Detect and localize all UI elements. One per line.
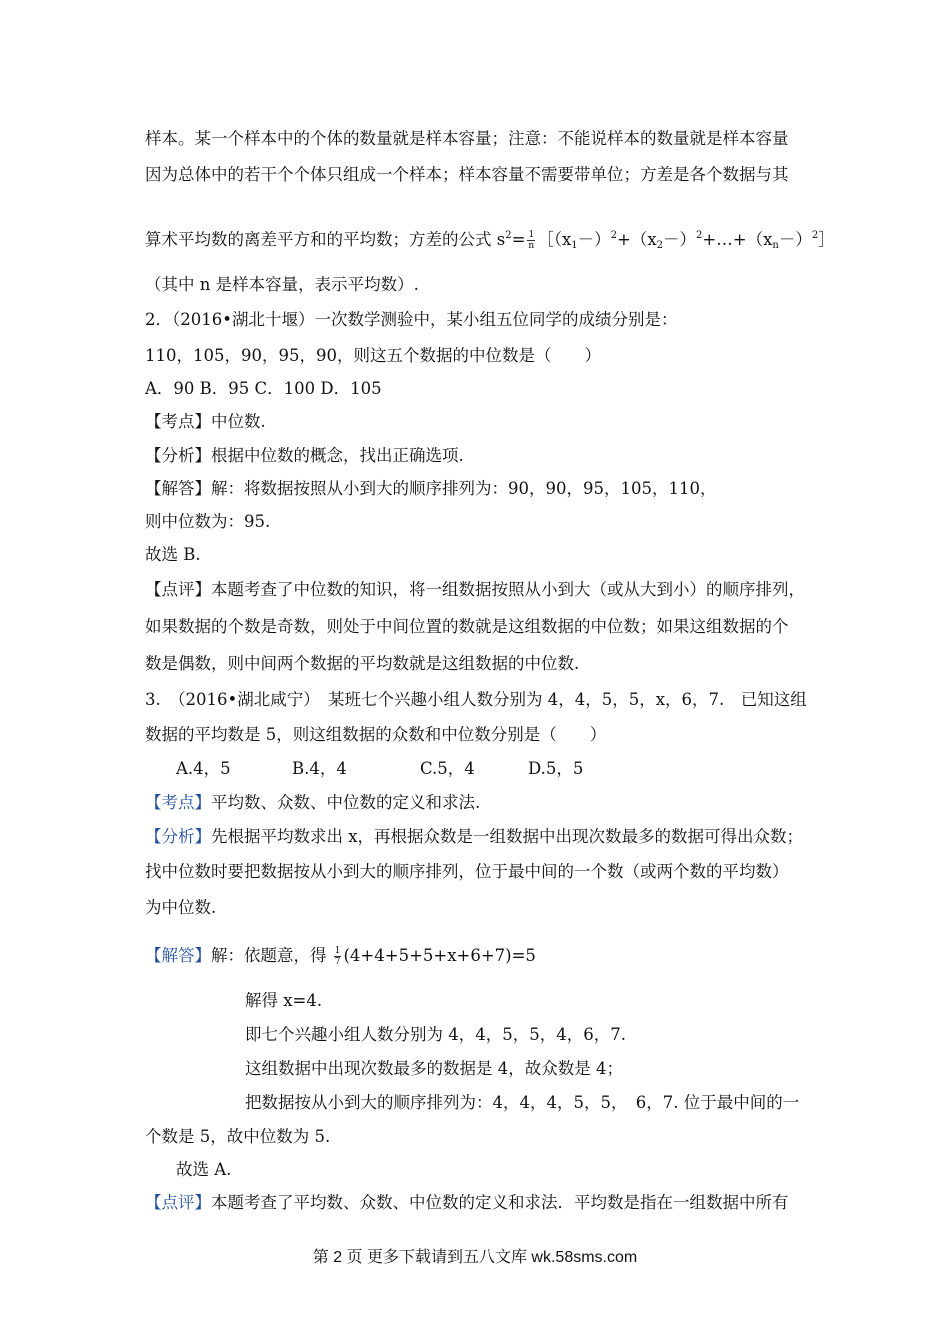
text-line: 如果数据的个数是奇数，则处于中间位置的数就是这组数据的中位数；如果这组数据的个 bbox=[145, 617, 789, 636]
solution-step: 把数据按从小到大的顺序排列为：4，4，4，5，5， 6，7. 位于最中间的一 bbox=[245, 1093, 800, 1112]
fraction bbox=[527, 230, 535, 251]
text: －） bbox=[577, 230, 611, 249]
text-line: 因为总体中的若干个个体只组成一个样本；样本容量不需要带单位；方差是各个数据与其 bbox=[145, 165, 789, 184]
text: －） bbox=[778, 230, 812, 249]
q3-dianping bbox=[145, 1193, 789, 1213]
solution-step: 即七个兴趣小组人数分别为 4，4，5，5，4，6，7. bbox=[245, 1025, 626, 1044]
text-line: 则中位数为：95. bbox=[145, 512, 271, 531]
text: 算术平均数的离差平方和的平均数；方差的公式 s bbox=[145, 230, 506, 249]
subscript: 2 bbox=[656, 240, 664, 251]
question-3-stem: 数据的平均数是 5，则这组数据的众数和中位数分别是（ ） bbox=[145, 725, 607, 744]
question-2-options: A．90 B．95 C．100 D．105 bbox=[145, 379, 382, 398]
question-2-stem: 110，105，90，95，90，则这五个数据的中位数是（ ） bbox=[145, 346, 601, 365]
text: 中位数. bbox=[211, 412, 266, 431]
text: 平均数、众数、中位数的定义和求法. bbox=[211, 793, 481, 812]
page-footer: 第 2 页 更多下载请到五八文库 wk.58sms.com bbox=[312, 1249, 638, 1266]
section-tag: 【点评】 bbox=[145, 580, 211, 599]
section-tag: 【分析】 bbox=[145, 446, 211, 465]
text: +…+（x bbox=[702, 230, 773, 249]
variance-formula-line bbox=[145, 226, 835, 256]
text: = bbox=[511, 230, 526, 249]
solution-step: 个数是 5，故中位数为 5. bbox=[145, 1127, 331, 1146]
option-a: A.4，5 bbox=[176, 759, 231, 778]
solution-step: 故选 A. bbox=[176, 1160, 232, 1179]
section-tag: 【解答】 bbox=[145, 479, 211, 498]
question-3-stem: 3. （2016•湖北咸宁） 某班七个兴趣小组人数分别为 4，4，5，5，x，6，7. 已知这组 bbox=[145, 690, 807, 709]
q2-dianping bbox=[145, 580, 805, 600]
option-c: C.5，4 bbox=[420, 759, 475, 778]
text-line: 数是偶数，则中间两个数据的平均数就是这组数据的中位数. bbox=[145, 654, 580, 673]
option-b: B.4，4 bbox=[292, 759, 347, 778]
superscript: 2 bbox=[811, 230, 819, 241]
text-line: 为中位数. bbox=[145, 898, 217, 917]
q2-kaodian bbox=[145, 412, 266, 432]
section-tag: 【考点】 bbox=[145, 793, 211, 812]
q3-kaodian bbox=[145, 793, 480, 813]
section-tag: 【考点】 bbox=[145, 412, 211, 431]
text: ［（x bbox=[537, 230, 572, 249]
fraction-numerator: 1 bbox=[528, 230, 535, 240]
superscript: 2 bbox=[610, 230, 618, 241]
section-tag: 【分析】 bbox=[145, 827, 211, 846]
text: 本题考查了中位数的知识，将一组数据按照从小到大（或从大到小）的顺序排列， bbox=[211, 580, 805, 599]
q3-jieda bbox=[145, 946, 536, 967]
subscript: 1 bbox=[571, 240, 578, 251]
fraction bbox=[334, 946, 342, 967]
text-line: （其中 n 是样本容量，表示平均数）. bbox=[145, 275, 419, 294]
text: －） bbox=[663, 230, 697, 249]
solution-step: 这组数据中出现次数最多的数据是 4，故众数是 4； bbox=[245, 1059, 623, 1078]
text: ］ bbox=[818, 230, 835, 249]
q2-jieda bbox=[145, 479, 716, 499]
fraction-numerator: 1 bbox=[334, 946, 341, 956]
superscript: 2 bbox=[696, 230, 703, 241]
text: 解：将数据按照从小到大的顺序排列为：90，90，95，105，110， bbox=[211, 479, 717, 498]
text: +（x bbox=[617, 230, 657, 249]
option-d: D.5，5 bbox=[528, 759, 584, 778]
section-tag: 【点评】 bbox=[145, 1193, 211, 1212]
math-expression: (4+4+5+5+x+6+7)=5 bbox=[343, 946, 536, 965]
text: 解：依题意，得 bbox=[211, 946, 327, 965]
text: 根据中位数的概念，找出正确选项. bbox=[211, 446, 464, 465]
text-line: 找中位数时要把数据按从小到大的顺序排列，位于最中间的一个数（或两个数的平均数） bbox=[145, 862, 789, 881]
question-2-stem: 2．（2016•湖北十堰）一次数学测验中，某小组五位同学的成绩分别是： bbox=[145, 310, 678, 329]
q3-fenxi bbox=[145, 827, 803, 847]
subscript: n bbox=[772, 240, 779, 251]
fraction-denominator: 7 bbox=[334, 957, 341, 967]
solution-step: 解得 x=4. bbox=[245, 991, 323, 1010]
text-line: 故选 B. bbox=[145, 545, 201, 564]
superscript: 2 bbox=[505, 230, 512, 241]
q2-fenxi bbox=[145, 446, 464, 466]
section-tag: 【解答】 bbox=[145, 946, 211, 965]
text: 本题考查了平均数、众数、中位数的定义和求法．平均数是指在一组数据中所有 bbox=[211, 1193, 789, 1212]
text: 先根据平均数求出 x，再根据众数是一组数据中出现次数最多的数据可得出众数； bbox=[211, 827, 804, 846]
text-line: 样本。某一个样本中的个体的数量就是样本容量；注意：不能说样本的数量就是样本容量 bbox=[145, 129, 789, 148]
fraction-denominator: n bbox=[528, 241, 535, 251]
